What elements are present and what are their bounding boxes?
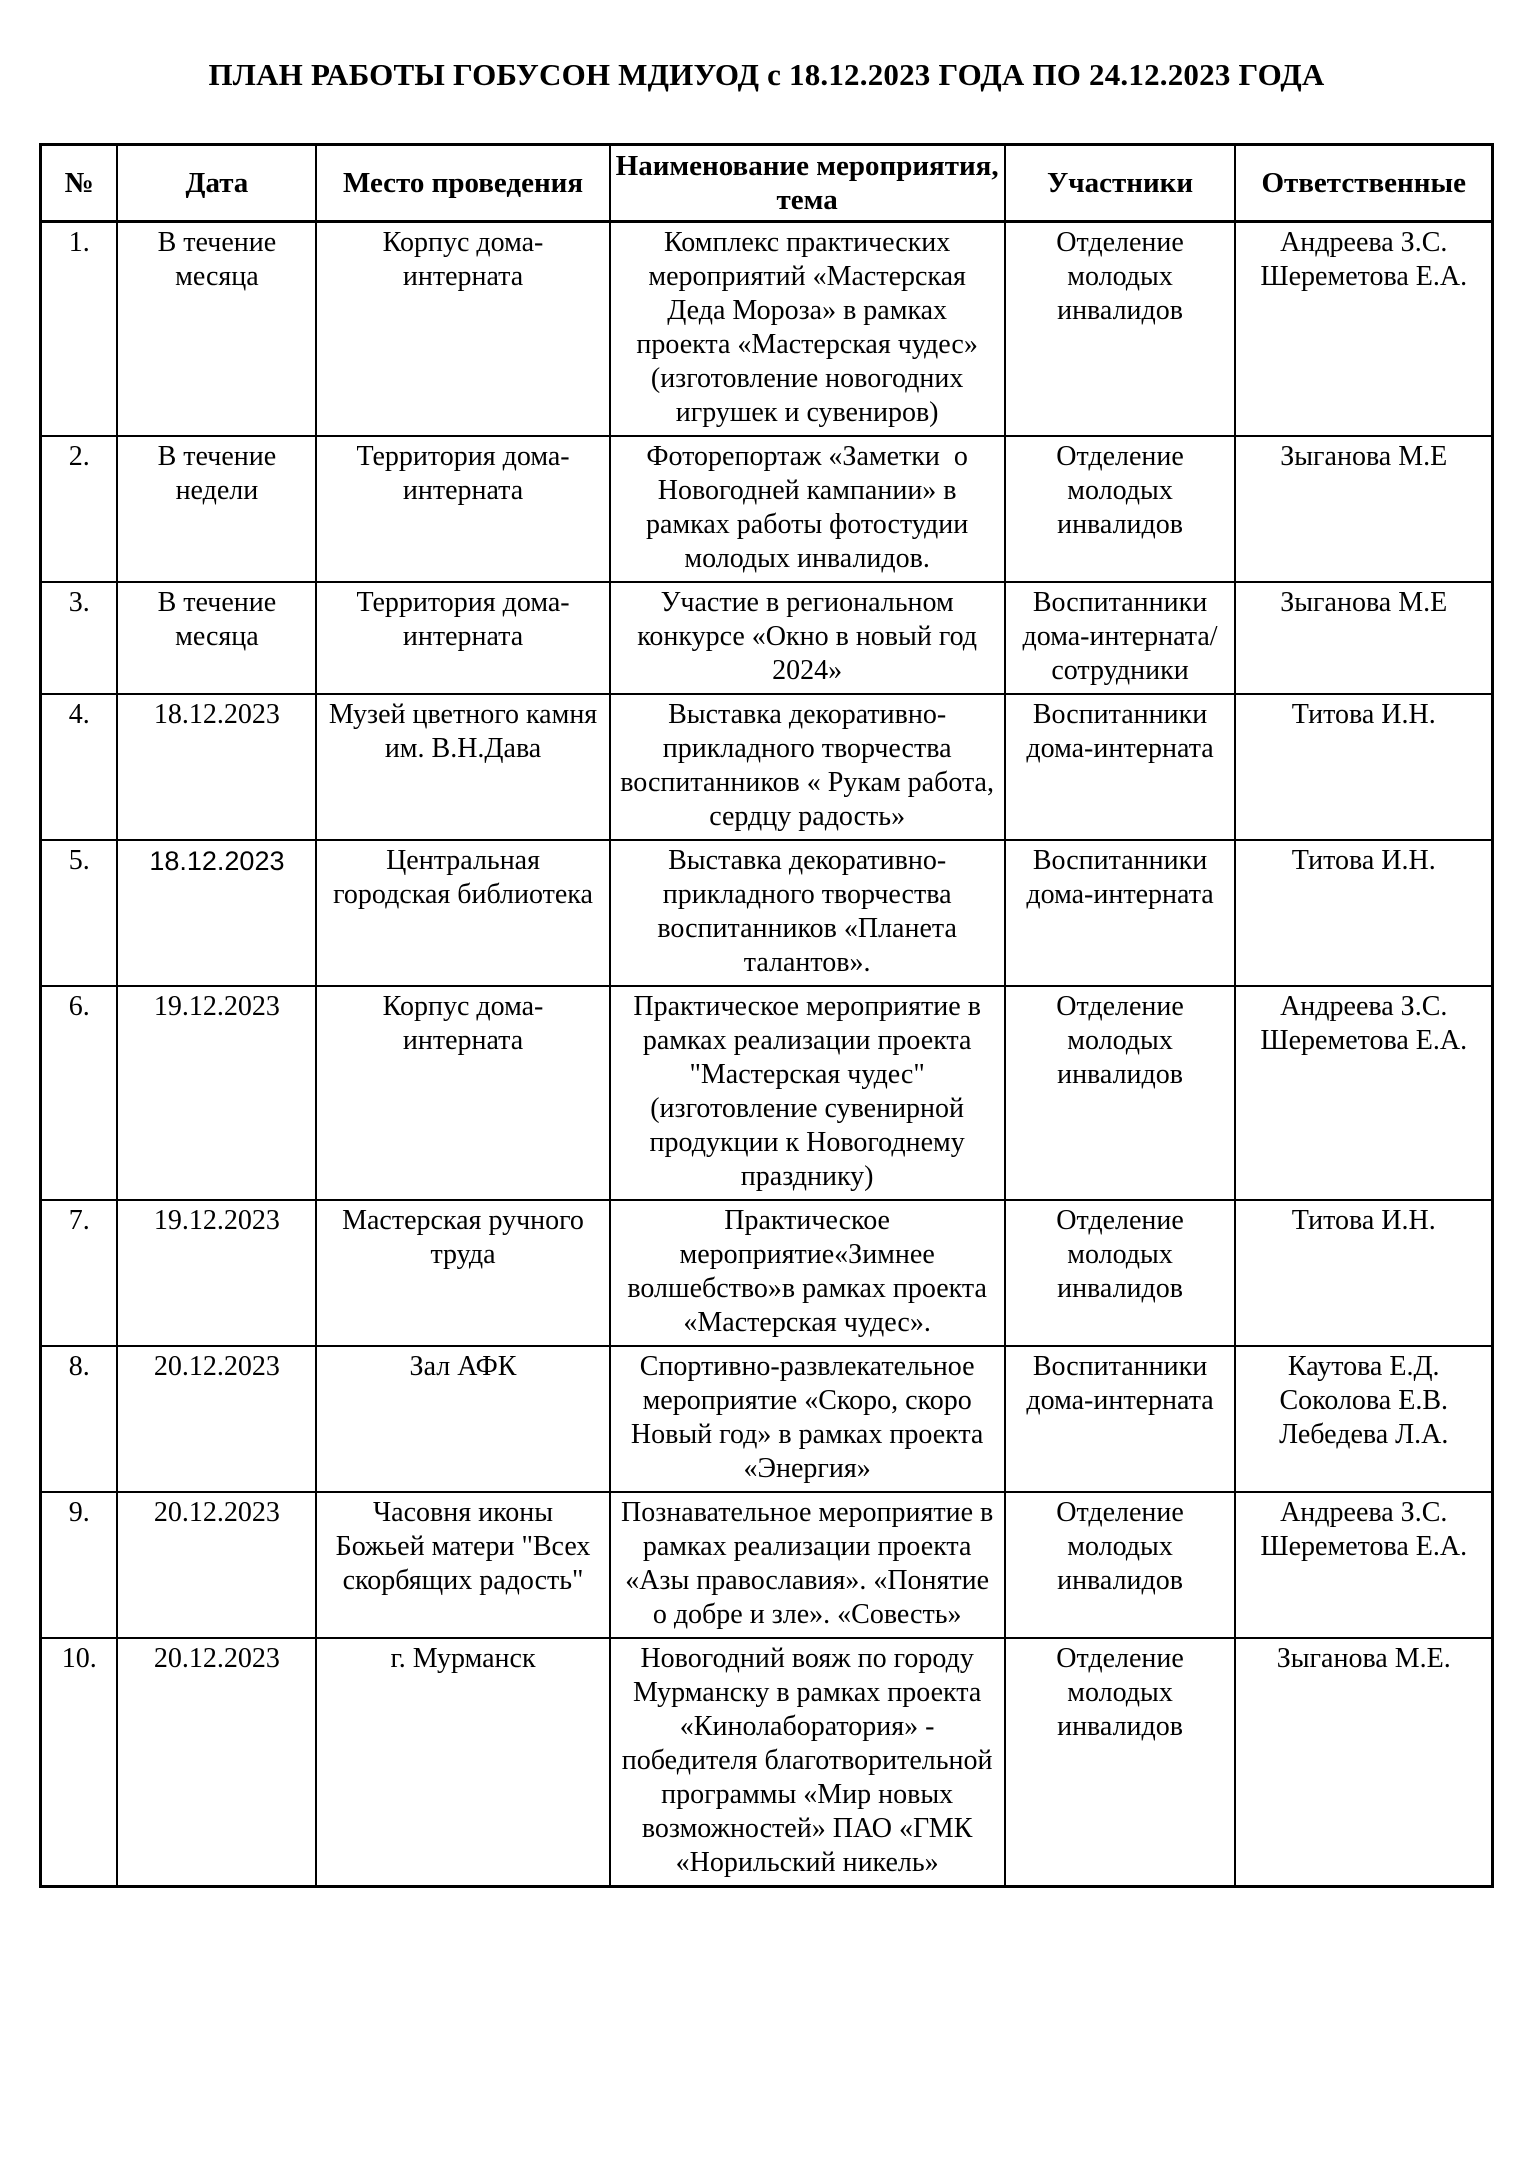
cell-participants: Отделение молодых инвалидов [1005, 1492, 1236, 1638]
cell-responsible: Зыганова М.Е [1235, 436, 1492, 582]
cell-place: Корпус дома-интерната [316, 222, 609, 437]
cell-num: 10. [41, 1638, 118, 1887]
cell-num: 1. [41, 222, 118, 437]
column-header-event: Наименование мероприятия, тема [610, 145, 1005, 222]
page-title: ПЛАН РАБОТЫ ГОБУСОН МДИУОД с 18.12.2023 ГОДА ПО 24.12.2023 ГОДА [208, 57, 1325, 92]
cell-num: 9. [41, 1492, 118, 1638]
cell-responsible: Титова И.Н. [1235, 694, 1492, 840]
cell-event: Комплекс практических мероприятий «Мастерская Деда Мороза» в рамках проекта «Мастерская чудес» (изготовление новогодних игрушек и сувениров) [610, 222, 1005, 437]
cell-event: Участие в региональном конкурсе «Окно в новый год 2024» [610, 582, 1005, 694]
cell-responsible: Андреева З.С. Шереметова Е.А. [1235, 1492, 1492, 1638]
cell-participants: Воспитанники дома-интерната [1005, 840, 1236, 986]
column-header-place: Место проведения [316, 145, 609, 222]
cell-event: Выставка декоративно-прикладного творчества воспитанников «Планета талантов». [610, 840, 1005, 986]
cell-responsible: Титова И.Н. [1235, 840, 1492, 986]
cell-place: Территория дома-интерната [316, 582, 609, 694]
table-body [41, 222, 1493, 1887]
work-plan-table [39, 143, 1494, 1888]
cell-place: Центральная городская библиотека [316, 840, 609, 986]
cell-participants: Воспитанники дома-интерната [1005, 1346, 1236, 1492]
cell-num: 8. [41, 1346, 118, 1492]
cell-event: Фоторепортаж «Заметки о Новогодней кампании» в рамках работы фотостудии молодых инвалидов. [610, 436, 1005, 582]
cell-participants: Отделение молодых инвалидов [1005, 222, 1236, 437]
cell-date: 18.12.2023 [117, 694, 316, 840]
cell-participants: Отделение молодых инвалидов [1005, 986, 1236, 1200]
cell-num: 5. [41, 840, 118, 986]
cell-responsible: Андреева З.С. Шереметова Е.А. [1235, 986, 1492, 1200]
table-row [41, 582, 1493, 694]
column-header-date: Дата [117, 145, 316, 222]
cell-participants: Отделение молодых инвалидов [1005, 436, 1236, 582]
cell-event: Новогодний вояж по городу Мурманску в рамках проекта «Кинолаборатория» - победителя благотворительной программы «Мир новых возможностей» ПАО «ГМК «Норильский никель» [610, 1638, 1005, 1887]
cell-date: 19.12.2023 [117, 986, 316, 1200]
cell-event: Познавательное мероприятие в рамках реализации проекта «Азы православия». «Понятие о добре и зле». «Совесть» [610, 1492, 1005, 1638]
cell-num: 7. [41, 1200, 118, 1346]
cell-date: 18.12.2023 [117, 840, 316, 986]
cell-responsible: Зыганова М.Е [1235, 582, 1492, 694]
cell-place: г. Мурманск [316, 1638, 609, 1887]
cell-place: Корпус дома-интерната [316, 986, 609, 1200]
cell-date: 19.12.2023 [117, 1200, 316, 1346]
cell-date: В течение месяца [117, 222, 316, 437]
cell-event: Выставка декоративно-прикладного творчества воспитанников « Рукам работа, сердцу радость» [610, 694, 1005, 840]
cell-event: Практическое мероприятие в рамках реализации проекта "Мастерская чудес"(изготовление сувенирной продукции к Новогоднему празднику) [610, 986, 1005, 1200]
table-row [41, 436, 1493, 582]
cell-place: Часовня иконы Божьей матери "Всех скорбящих радость" [316, 1492, 609, 1638]
cell-participants: Отделение молодых инвалидов [1005, 1638, 1236, 1887]
table-row [41, 986, 1493, 1200]
table-row [41, 1492, 1493, 1638]
cell-num: 3. [41, 582, 118, 694]
cell-place: Зал АФК [316, 1346, 609, 1492]
table-row [41, 222, 1493, 437]
cell-event: Спортивно-развлекательное мероприятие «Скоро, скоро Новый год» в рамках проекта «Энергия» [610, 1346, 1005, 1492]
table-row [41, 1346, 1493, 1492]
cell-date: В течение недели [117, 436, 316, 582]
column-header-num: № [41, 145, 118, 222]
cell-num: 4. [41, 694, 118, 840]
cell-place: Территория дома-интерната [316, 436, 609, 582]
cell-place: Музей цветного камня им. В.Н.Дава [316, 694, 609, 840]
cell-num: 2. [41, 436, 118, 582]
cell-date: В течение месяца [117, 582, 316, 694]
cell-responsible: Титова И.Н. [1235, 1200, 1492, 1346]
cell-responsible: Каутова Е.Д. Соколова Е.В. Лебедева Л.А. [1235, 1346, 1492, 1492]
cell-participants: Воспитанники дома-интерната [1005, 694, 1236, 840]
column-header-participants: Участники [1005, 145, 1236, 222]
cell-responsible: Андреева З.С. Шереметова Е.А. [1235, 222, 1492, 437]
cell-responsible: Зыганова М.Е. [1235, 1638, 1492, 1887]
cell-date: 20.12.2023 [117, 1638, 316, 1887]
cell-participants: Воспитанники дома-интерната/сотрудники [1005, 582, 1236, 694]
cell-event: Практическое мероприятие«Зимнее волшебство»в рамках проекта «Мастерская чудес». [610, 1200, 1005, 1346]
cell-participants: Отделение молодых инвалидов [1005, 1200, 1236, 1346]
table-row [41, 694, 1493, 840]
table-row [41, 840, 1493, 986]
cell-num: 6. [41, 986, 118, 1200]
table-row [41, 1200, 1493, 1346]
header-row [41, 145, 1493, 222]
table-row [41, 1638, 1493, 1887]
cell-date: 20.12.2023 [117, 1346, 316, 1492]
column-header-responsible: Ответственные [1235, 145, 1492, 222]
cell-place: Мастерская ручного труда [316, 1200, 609, 1346]
cell-date: 20.12.2023 [117, 1492, 316, 1638]
